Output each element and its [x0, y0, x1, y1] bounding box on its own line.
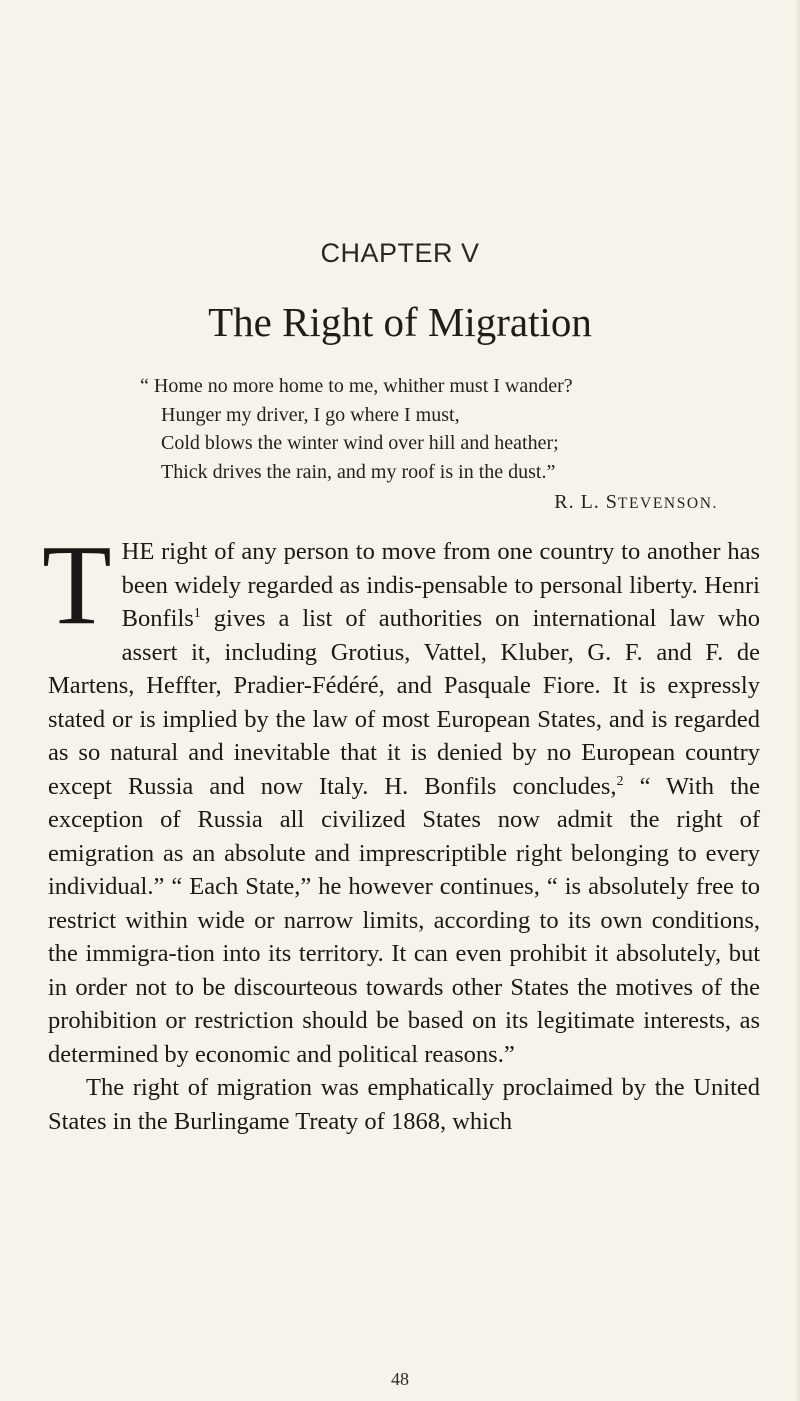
footnote-ref-2[interactable]: 2 — [616, 773, 624, 789]
drop-cap: T — [42, 521, 112, 648]
attribution-initials: R. L. S — [554, 491, 618, 513]
epigraph-attribution — [140, 488, 740, 519]
chapter-label: CHAPTER V — [320, 238, 480, 268]
paragraph-1-part-b: gives a list of authorities on international law who assert it, including Grotius, Vattel, Kluber, G. F. and F. de Martens, Heffter, Pradier-Fédéré, and Pasquale Fiore. It is expressly stated or is implied by the law of most European States, and is regarded as so natural and inevitable that it is denied by no European country except Russia and now Italy. H. Bonfils concludes, — [48, 605, 760, 800]
paragraph-2: The right of migration was emphatically proclaimed by the United States in the Burlingame Treaty of 1868, which — [48, 1074, 760, 1135]
chapter-title: The Right of Migration — [208, 299, 592, 345]
footnote-ref-1[interactable]: 1 — [193, 605, 201, 621]
epigraph-line: Cold blows the winter wind over hill and heather; — [161, 432, 559, 454]
paragraph-1-part-c: “ With the exception of Russia all civilized States now admit the right of emigration as an absolute and imprescriptible right belonging to every individual.” “ Each State,” he however continues, “ is absolutely free to restrict within wide or narrow limits, according to its own conditions, the immigra-tion into its territory. It can even prohibit it absolutely, but in order not to be discourteous towards other States the motives of the prohibition or restriction should be based on its legitimate interests, as determined by economic and political reasons.” — [48, 772, 761, 1068]
paragraph-1-part-a: HE right of any person to move from one country to another has been widely regarded as indis-pensable to personal liberty. Henri Bonfils — [121, 538, 760, 632]
page-edge-shadow — [794, 0, 800, 1401]
epigraph-line: Thick drives the rain, and my roof is in the dust.” — [161, 460, 556, 483]
epigraph — [140, 372, 740, 519]
attribution-smallcaps: TEVENSON. — [617, 495, 718, 512]
paragraph-1 — [48, 535, 760, 1071]
page-number: 48 — [391, 1369, 409, 1389]
epigraph-line: Hunger my driver, I go where I must, — [161, 403, 460, 426]
epigraph-line: “ Home no more home to me, whither must I wander? — [140, 375, 573, 397]
body-text — [42, 521, 761, 1138]
